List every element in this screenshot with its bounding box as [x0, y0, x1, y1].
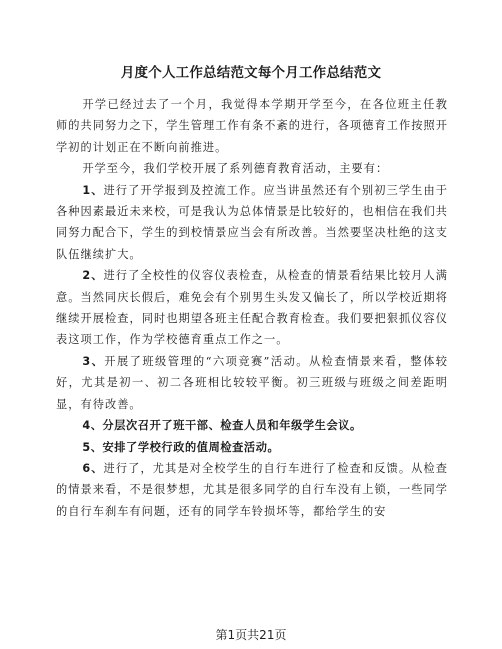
list-number: 3、	[82, 354, 105, 368]
paragraph-text: 进行了，尤其是对全校学生的自行车进行了检查和反馈。从检查的情景来看，不是很梦想，尤其是很多同学的自行车没有上锁，一些同学的自行车刹车有问题，还有的同学车铃损坏等，都给学生的安	[56, 461, 449, 518]
document-body	[56, 94, 448, 522]
paragraph-text: 安排了学校行政的值周检查活动。	[102, 440, 280, 454]
list-number: 2、	[82, 269, 104, 283]
paragraph-text: 分层次召开了班干部、检查人员和年级学生会议。	[102, 419, 362, 433]
list-item-1	[56, 180, 448, 266]
list-number: 6、	[82, 461, 104, 475]
paragraph-activities-lead	[56, 158, 448, 179]
list-item-3	[56, 351, 448, 415]
paragraph-text: 进行了开学报到及控流工作。应当讲虽然还有个别初三学生由于各种因素最近未来校，可是我认为总体情景是比较好的，也相信在我们共同努力配合下，学生的到校情景应当会有所改善。当然要坚决杜绝的这支队伍继续扩大。	[56, 183, 449, 261]
page-number: 第1页共21页	[215, 628, 287, 642]
paragraph-text: 进行了全校性的仪容仪表检查，从检查的情景看结果比较月人满意。当然同庆长假后，难免会有个别男生头发又偏长了，所以学校近期将继续开展检查，同时也期望各班主任配合教育检查。我们要把狠抓仪容仪表这项工作，作为学校德育重点工作之一。	[56, 269, 449, 347]
list-item-5	[56, 437, 448, 458]
list-item-4	[56, 415, 448, 436]
list-number: 5、	[82, 440, 103, 454]
paragraph-text: 开学已经过去了一个月，我觉得本学期开学至今，在各位班主任教师的共同努力之下，学生管理工作有条不紊的进行，各项德育工作按照开学初的计划正在不断向前推进。	[56, 98, 448, 154]
list-number: 4、	[82, 419, 103, 433]
list-item-2	[56, 265, 448, 351]
paragraph-text: 开学至今，我们学校开展了系列德育教育活动，主要有：	[82, 162, 389, 176]
paragraph-text: 开展了班级管理的“六项竞赛”活动。从检查情景来看，整体较好，尤其是初一、初二各班相比较较平衡。初三班级与班级之间差距明显，有待改善。	[56, 354, 448, 411]
list-number: 1、	[82, 183, 104, 197]
paragraph-intro	[56, 94, 448, 158]
list-item-6	[56, 458, 448, 522]
document-title: 月度个人工作总结范文每个月工作总结范文	[120, 65, 382, 81]
